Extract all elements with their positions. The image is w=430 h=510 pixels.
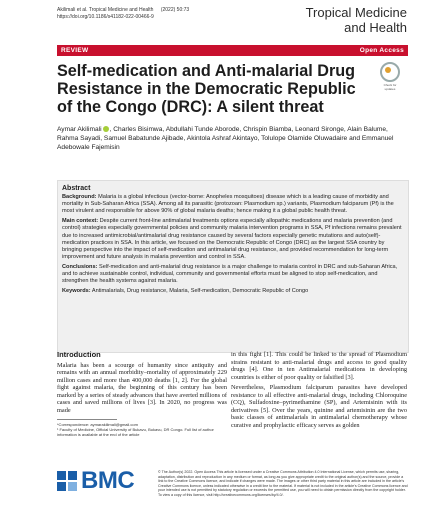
abstract-background: [62, 194, 404, 215]
conclusions-text: Self-medication and anti-malarial drug resistance is a major challenge to malaria control in DRC and sub-Saharan Africa, and to achieve sustainable control, individual, community and governmental efforts must be aligned to stop self-medication, and strengthen the health systems against malaria.: [62, 263, 398, 285]
author-name[interactable]: Emmanuel Adebowale Fajemisin: [57, 134, 394, 151]
abstract-box: [57, 180, 409, 353]
introduction-paragraph: Malaria has been a scourge of humanity since antiquity and remains with an annual morbidity–mortality of approximately 229 million cases and more than 400,000 deaths [1, 2]. For the global fight against malaria, the beginning of this century has been marked by a series of steady advances that have averted millions of cases and saved millions of lives [3]. In 2020, no progress was made: [57, 361, 227, 414]
background-text: Malaria is a global infectious (vector-borne: Anopheles mosquitoes) disease which is a leading cause of morbidity and mortality in Sub-Saharan Africa (SSA). Among all its parasitic (protozoan: Plasmodium sp.) variants, Plasmodium falciparum (Pf) is the most virulent and responsible for above 90% of global malaria deaths; hence making it a global public health threat.: [62, 194, 394, 215]
conclusions-label: Conclusions:: [62, 263, 98, 270]
doi-link[interactable]: https://doi.org/10.1186/s41182-022-00466-9: [57, 13, 154, 20]
check-updates-icon: [380, 62, 400, 82]
author-name[interactable]: Leonard Sironge: [295, 126, 344, 133]
author-name[interactable]: Chrispin Biamba: [243, 126, 292, 133]
abstract-conclusions: [62, 264, 404, 285]
check-updates-label: Check for updates: [383, 83, 397, 91]
author-name[interactable]: Akintola Ashraf Akintayo: [186, 134, 258, 142]
author-name[interactable]: Samuel Babatunde Ajibade: [103, 134, 184, 142]
affiliation-note: ¹ Faculty of Medicine, Official University of Bukavu, Bukavu, DR Congo. Full list of author information is available at the end of the article: [57, 427, 214, 437]
context-label: Main context:: [62, 218, 99, 225]
background-label: Background:: [62, 194, 97, 201]
orcid-icon[interactable]: [103, 126, 109, 132]
journal-name-line2: and Health: [344, 20, 407, 35]
open-access-label: Open Access: [359, 47, 404, 54]
body-paragraph: Nevertheless, Plasmodium falciparum parasites have developed resistance to all effective anti-malarial drugs, including Chloroquine (CQ), Sulfadoxine–pyrimethamine (SP), and Artemisinin with its derivatives [5]. Over the years, quinine and artemisinin are the two basic classes of antimalarials in antimalarial chemotherapy whose curative and prophylactic efficacy serves as golden: [231, 384, 407, 429]
keywords-text: Antimalarials, Drug resistance, Malaria, Self-medication, Democratic Republic of Congo: [91, 288, 309, 295]
abstract-context: [62, 218, 404, 261]
author-list: Aymar Akilimali , Charles Bisimwa, Abdullahi Tunde Aborode, Chrispin Biamba, Leonard Sironge, Alain Balume, Rahma Sayadi, Samuel Babatunde Ajibade, Akintola Ashraf Akintayo, Tolulope Olamide Oluwadaire and Emmanuel Adebowale Fajemisin: [57, 126, 394, 151]
article-type-label: REVIEW: [61, 47, 89, 54]
body-right-column: [231, 351, 407, 432]
bmc-logo-icon: [57, 471, 77, 491]
article-title: Self-medication and Anti-malarial Drug Resistance in the Democratic Republic of the Congo (DRC): A silent threat: [57, 62, 356, 116]
citation-year-volume: (2022) 50:73: [160, 7, 190, 13]
keywords-label: Keywords:: [62, 288, 91, 295]
abstract-keywords: [62, 288, 404, 295]
article-type-banner: [57, 45, 408, 56]
author-name[interactable]: Charles Bisimwa: [113, 126, 163, 133]
author-name[interactable]: Aymar Akilimali: [57, 126, 102, 133]
page-header: [0, 0, 430, 42]
body-left-column: [57, 351, 227, 437]
footnote-divider: [57, 419, 117, 420]
publisher-name: BMC: [81, 467, 135, 494]
author-name[interactable]: Rahma Sayadi: [57, 134, 101, 142]
body-paragraph: in this fight [1]. This could be linked to the spread of Plasmodium strains resistant to anti-malarial drugs and access to good quality drugs [4]. One in ten Antimalarial medications in developing countries is either of poor quality or falsified [3].: [231, 351, 407, 381]
citation-text: Akilimali et al. Tropical Medicine and Health: [57, 7, 154, 13]
check-updates-button[interactable]: [378, 62, 402, 91]
journal-name-line1: Tropical Medicine: [305, 5, 407, 20]
author-name[interactable]: Alain Balume: [347, 126, 387, 133]
author-name[interactable]: Tolulope Olamide Oluwadaire: [261, 134, 348, 142]
introduction-heading: Introduction: [57, 350, 101, 359]
journal-name: [257, 5, 407, 35]
abstract-heading: Abstract: [62, 185, 91, 192]
correspondence-note: *Correspondence: aymarakilimali@gmail.com: [57, 422, 138, 427]
author-name[interactable]: Abdullahi Tunde Aborode: [165, 126, 240, 133]
license-text: © The Author(s) 2022. Open Access This article is licensed under a Creative Commons Attribution 4.0 International License, which permits use, sharing, adaptation, distribution and reproduction in any medium or format, as long as you give appropriate credit to the original author(s) and the source, provide a link to the Creative Commons licence, and indicate if changes were made. The images or other third party material in this article are included in the article's Creative Commons licence, unless indicated otherwise in a credit line to the material. If material is not included in the article's Creative Commons licence and your intended use is not permitted by statutory regulation or exceeds the permitted use, you will need to obtain permission directly from the copyright holder. To view a copy of this licence, visit http://creativecommons.org/licenses/by/4.0/.: [158, 470, 408, 497]
citation-block: [57, 7, 189, 21]
bmc-logo: [57, 468, 137, 494]
context-text: Despite current front-line antimalarial treatments options especially allopathic medications and malaria prevention (and control) strategies especially governmental policies and community malaria intervention programs in SSA, Pf infections remains prevalent due to increased antimicrobial/antimalarial drug resistance caused by several factors especially genetic mutations and auto(self)-medication practices in SSA. In this article, we focused on the Democratic Republic of Congo (DRC) as the largest SSA country by bringing perspective into the impact of self-medication and antimalarial drug resistance, and provided recommendation for long-term improvement and future analysis in malaria prevention and control in SSA.: [62, 218, 402, 260]
